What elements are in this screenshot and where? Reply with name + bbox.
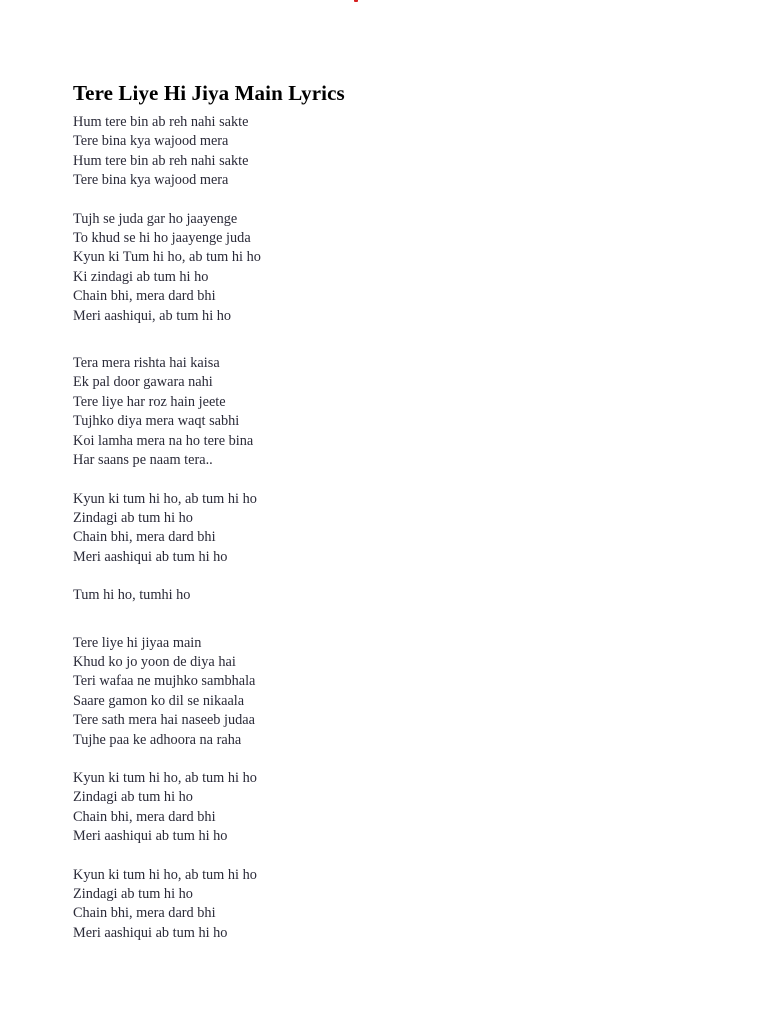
lyric-line: Tum hi ho, tumhi ho xyxy=(73,587,191,604)
top-red-mark xyxy=(354,0,358,2)
stanza-spacer xyxy=(73,750,693,769)
stanza-spacer xyxy=(73,326,693,354)
stanza-spacer xyxy=(73,567,693,586)
stanza-8 xyxy=(73,866,693,944)
lyric-line: Tujhko diya mera waqt sabhi xyxy=(73,413,240,430)
lyric-line: Tere liye hi jiyaa main xyxy=(73,634,202,651)
lyric-line: Chain bhi, mera dard bhi xyxy=(73,529,216,546)
lyric-line: Har saans pe naam tera.. xyxy=(73,452,213,469)
lyric-line: Zindagi ab tum hi ho xyxy=(73,509,193,526)
lyric-line: Hum tere bin ab reh nahi sakte xyxy=(73,152,249,169)
lyric-line: To khud se hi ho jaayenge juda xyxy=(73,230,251,247)
lyric-line: Kyun ki tum hi ho, ab tum hi ho xyxy=(73,866,257,883)
lyric-line: Ki zindagi ab tum hi ho xyxy=(73,268,209,285)
stanza-1 xyxy=(73,113,693,191)
lyric-line: Chain bhi, mera dard bhi xyxy=(73,288,216,305)
lyric-line: Tere bina kya wajood mera xyxy=(73,133,229,150)
stanza-6 xyxy=(73,634,693,750)
lyric-line: Chain bhi, mera dard bhi xyxy=(73,905,216,922)
lyric-line: Kyun ki tum hi ho, ab tum hi ho xyxy=(73,769,257,786)
stanza-3 xyxy=(73,354,693,470)
stanza-4 xyxy=(73,490,693,568)
lyric-line: Kyun ki Tum hi ho, ab tum hi ho xyxy=(73,249,261,266)
stanza-5 xyxy=(73,586,693,605)
stanza-spacer xyxy=(73,606,693,634)
lyrics-document xyxy=(73,80,693,943)
stanza-spacer xyxy=(73,191,693,210)
stanza-2 xyxy=(73,210,693,326)
document-title: Tere Liye Hi Jiya Main Lyrics xyxy=(73,81,345,105)
lyric-line: Meri aashiqui ab tum hi ho xyxy=(73,548,228,565)
lyric-line: Saare gamon ko dil se nikaala xyxy=(73,692,245,709)
lyric-line: Kyun ki tum hi ho, ab tum hi ho xyxy=(73,490,257,507)
lyric-line: Khud ko jo yoon de diya hai xyxy=(73,653,236,670)
lyric-line: Teri wafaa ne mujhko sambhala xyxy=(73,673,256,690)
stanza-spacer xyxy=(73,471,693,490)
lyric-line: Koi lamha mera na ho tere bina xyxy=(73,432,254,449)
lyric-line: Tere sath mera hai naseeb judaa xyxy=(73,712,255,729)
lyric-line: Meri aashiqui ab tum hi ho xyxy=(73,828,228,845)
lyric-line: Tere bina kya wajood mera xyxy=(73,172,229,189)
lyric-line: Zindagi ab tum hi ho xyxy=(73,789,193,806)
lyric-line: Chain bhi, mera dard bhi xyxy=(73,808,216,825)
lyric-line: Hum tere bin ab reh nahi sakte xyxy=(73,114,249,130)
lyric-line: Ek pal door gawara nahi xyxy=(73,374,213,391)
stanza-spacer xyxy=(73,847,693,866)
lyric-line: Tera mera rishta hai kaisa xyxy=(73,355,220,372)
lyric-line: Tujh se juda gar ho jaayenge xyxy=(73,210,238,227)
lyric-line: Meri aashiqui, ab tum hi ho xyxy=(73,307,232,324)
lyric-line: Tujhe paa ke adhoora na raha xyxy=(73,731,242,748)
lyric-line: Meri aashiqui ab tum hi ho xyxy=(73,924,228,941)
lyric-line: Tere liye har roz hain jeete xyxy=(73,393,226,410)
lyric-line: Zindagi ab tum hi ho xyxy=(73,886,193,902)
stanza-7 xyxy=(73,769,693,847)
